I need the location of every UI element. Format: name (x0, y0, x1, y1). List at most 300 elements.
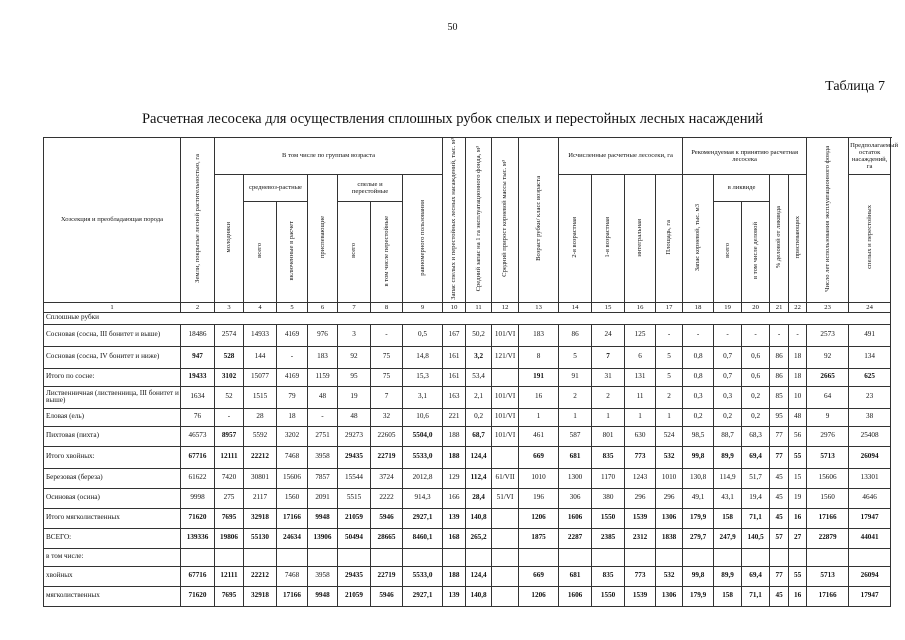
table-cell: 2927,1 (403, 508, 443, 528)
table-cell: 1206 (519, 508, 559, 528)
header-middle-all: всего (244, 201, 277, 302)
table-cell (742, 548, 770, 566)
table-cell: 167 (443, 324, 466, 346)
table-cell: 0,6 (742, 368, 770, 386)
table-cell: 49,1 (683, 488, 714, 508)
table-cell: 28 (244, 408, 277, 426)
header-avg-growth: Средний прирост корневой массы тыс. м³ (492, 138, 519, 303)
table-cell: 38 (849, 408, 891, 426)
table-cell: 16 (789, 586, 807, 606)
table-cell: 23 (849, 386, 891, 408)
table-cell: 183 (519, 324, 559, 346)
table-cell: 45 (770, 508, 789, 528)
table-cell: 61622 (181, 468, 215, 488)
table-cell (308, 548, 338, 566)
table-cell (770, 548, 789, 566)
table-row (44, 446, 891, 468)
table-row (44, 346, 891, 368)
table-cell: 5 (656, 346, 683, 368)
table-cell: 67716 (181, 446, 215, 468)
table-cell: 5515 (338, 488, 371, 508)
table-cell: 9 (807, 408, 849, 426)
table-cell: 914,3 (403, 488, 443, 508)
table-cell: 2976 (807, 426, 849, 446)
column-number: 24 (849, 302, 891, 312)
table-cell: 669 (519, 566, 559, 586)
table-cell: 3202 (277, 426, 308, 446)
table-cell: 1550 (592, 586, 625, 606)
table-cell: 5592 (244, 426, 277, 446)
table-cell: 835 (592, 566, 625, 586)
table-cell: 158 (714, 508, 742, 528)
table-cell: 71,1 (742, 586, 770, 606)
table-cell (338, 548, 371, 566)
table-cell: 98,5 (683, 426, 714, 446)
header-young: молодняки (215, 175, 244, 303)
table-cell: 101/VI (492, 426, 519, 446)
table-cell: 17166 (277, 586, 308, 606)
section-label: Сплошные рубки (44, 312, 891, 324)
table-cell: 51,7 (742, 468, 770, 488)
table-cell: 18486 (181, 324, 215, 346)
table-row (44, 368, 891, 386)
table-cell: 1634 (181, 386, 215, 408)
row-label: мягколиственных (44, 586, 181, 606)
table-cell: 1539 (625, 508, 656, 528)
table-cell: 8460,1 (403, 528, 443, 548)
header-stock-root: Запас корневой, тыс. м3 (683, 175, 714, 303)
table-cell: 19 (789, 488, 807, 508)
forest-cut-table (43, 137, 898, 607)
table-cell: 4169 (277, 324, 308, 346)
table-cell: 5713 (807, 566, 849, 586)
column-number: 10 (443, 302, 466, 312)
header-liquid-all: всего (714, 201, 742, 302)
table-cell: 101/VI (492, 324, 519, 346)
table-cell: 5713 (807, 446, 849, 468)
header-integral: интегральная (625, 175, 656, 303)
table-cell: 95 (770, 408, 789, 426)
table-cell: 22605 (371, 426, 403, 446)
table-cell: 279,7 (683, 528, 714, 548)
table-cell: 5 (656, 368, 683, 386)
column-number: 4 (244, 302, 277, 312)
table-cell: 64 (807, 386, 849, 408)
table-cell: 1010 (656, 468, 683, 488)
table-cell: 0,6 (742, 346, 770, 368)
table-cell: 0,8 (683, 346, 714, 368)
table-cell: 19,4 (742, 488, 770, 508)
table-cell (683, 548, 714, 566)
header-middle: средневоз-растные (244, 175, 308, 202)
table-cell: 45 (770, 586, 789, 606)
table-cell: 130,8 (683, 468, 714, 488)
table-cell: 45 (770, 488, 789, 508)
table-cell: 3958 (308, 566, 338, 586)
table-cell: 532 (656, 446, 683, 468)
table-cell: 139 (443, 586, 466, 606)
column-number: 18 (683, 302, 714, 312)
row-label: Пихтовая (пихта) (44, 426, 181, 446)
table-cell: 19433 (181, 368, 215, 386)
table-cell: 0,2 (466, 408, 492, 426)
table-cell: 2 (559, 386, 592, 408)
table-cell: 10 (789, 386, 807, 408)
table-cell: - (714, 324, 742, 346)
table-cell: 163 (443, 386, 466, 408)
table-cell: 61/VII (492, 468, 519, 488)
table-cell: 0,2 (742, 386, 770, 408)
table-label: Таблица 7 (825, 79, 885, 94)
table-cell: 1 (519, 408, 559, 426)
table-cell: 15077 (244, 368, 277, 386)
table-cell: 801 (592, 426, 625, 446)
table-cell: 2 (656, 386, 683, 408)
table-cell (215, 548, 244, 566)
table-cell: 296 (625, 488, 656, 508)
header-ripe-over: в том числе перестойные (371, 201, 403, 302)
table-cell: 3958 (308, 446, 338, 468)
table-cell: 9948 (308, 586, 338, 606)
table-cell (656, 548, 683, 566)
column-number: 3 (215, 302, 244, 312)
table-cell: 3102 (215, 368, 244, 386)
table-cell: 18 (789, 368, 807, 386)
table-cell: 26094 (849, 566, 891, 586)
row-label: Сосновая (сосна, IV бонитет и ниже) (44, 346, 181, 368)
table-cell: 89,9 (714, 566, 742, 586)
table-cell: - (656, 324, 683, 346)
header-farm: Хозсекция и преобладающая порода (44, 138, 181, 303)
table-cell: - (277, 346, 308, 368)
table-cell: 532 (656, 566, 683, 586)
table-cell: 1306 (656, 508, 683, 528)
table-cell: 31 (592, 368, 625, 386)
table-cell: 95 (338, 368, 371, 386)
table-cell: 168 (443, 528, 466, 548)
column-number: 22 (789, 302, 807, 312)
column-number: 5 (277, 302, 308, 312)
row-label: ВСЕГО: (44, 528, 181, 548)
table-cell: 79 (277, 386, 308, 408)
column-number: 12 (492, 302, 519, 312)
table-cell: 7 (592, 346, 625, 368)
column-number: 16 (625, 302, 656, 312)
table-cell: 26094 (849, 446, 891, 468)
table-cell: 71620 (181, 508, 215, 528)
header-second-age: 2-я возрастная (559, 175, 592, 303)
table-cell: 43,1 (714, 488, 742, 508)
table-cell: 55 (789, 566, 807, 586)
table-cell: 53,4 (466, 368, 492, 386)
table-cell (492, 508, 519, 528)
table-cell: 1838 (656, 528, 683, 548)
table-cell: 1300 (559, 468, 592, 488)
table-cell: 86 (770, 346, 789, 368)
table-cell: 22212 (244, 446, 277, 468)
table-cell: 681 (559, 566, 592, 586)
table-cell: 15606 (807, 468, 849, 488)
table-cell: 19 (338, 386, 371, 408)
table-cell: 75 (371, 346, 403, 368)
table-cell: 11 (625, 386, 656, 408)
table-cell: 161 (443, 368, 466, 386)
table-cell: 2751 (308, 426, 338, 446)
column-number: 6 (308, 302, 338, 312)
table-cell: 188 (443, 446, 466, 468)
column-number: 17 (656, 302, 683, 312)
table-cell: 68,7 (466, 426, 492, 446)
table-row (44, 386, 891, 408)
table-cell: 7468 (277, 446, 308, 468)
table-cell: 630 (625, 426, 656, 446)
table-cell: 48 (789, 408, 807, 426)
column-number: 9 (403, 302, 443, 312)
table-cell: 188 (443, 426, 466, 446)
table-cell: - (789, 324, 807, 346)
header-middle-incl: включенные в расчет (277, 201, 308, 302)
table-row (44, 566, 891, 586)
table-cell: 669 (519, 446, 559, 468)
table-cell: 15606 (277, 468, 308, 488)
table-cell: 124,4 (466, 446, 492, 468)
table-cell: 4646 (849, 488, 891, 508)
table-cell: 140,8 (466, 508, 492, 528)
table-row (44, 468, 891, 488)
table-cell: 2665 (807, 368, 849, 386)
table-cell: 0,7 (714, 346, 742, 368)
table-cell (371, 548, 403, 566)
table-cell: 196 (519, 488, 559, 508)
column-number: 8 (371, 302, 403, 312)
table-cell: 51/VI (492, 488, 519, 508)
table-cell: 2,1 (466, 386, 492, 408)
table-cell: - (770, 324, 789, 346)
table-cell: 1 (592, 408, 625, 426)
table-cell: 129 (443, 468, 466, 488)
table-cell: 17166 (277, 508, 308, 528)
table-cell: 524 (656, 426, 683, 446)
table-cell: 9948 (308, 508, 338, 528)
table-cell: 1606 (559, 586, 592, 606)
table-cell (492, 446, 519, 468)
table-cell: 124,4 (466, 566, 492, 586)
row-label: Лиственничная (лиственница, III бонитет и выше) (44, 386, 181, 408)
table-cell: - (215, 408, 244, 426)
table-cell: 121/VI (492, 346, 519, 368)
header-liquid: в ликвиде (714, 175, 770, 202)
table-cell: 3724 (371, 468, 403, 488)
table-cell: 0,7 (714, 368, 742, 386)
table-cell: 69,4 (742, 566, 770, 586)
header-ripe-all: всего (338, 201, 371, 302)
table-cell: 1159 (308, 368, 338, 386)
table-cell: 1010 (519, 468, 559, 488)
table-row (44, 508, 891, 528)
table-cell: 183 (308, 346, 338, 368)
table-cell: 1539 (625, 586, 656, 606)
table-cell: 77 (770, 426, 789, 446)
table-body (44, 312, 891, 606)
header-first-age: 1-я возрастная (592, 175, 625, 303)
table-cell: 14933 (244, 324, 277, 346)
table-cell: 1550 (592, 508, 625, 528)
column-number: 21 (770, 302, 789, 312)
table-cell: 8 (519, 346, 559, 368)
column-number: 11 (466, 302, 492, 312)
row-label: Итого хвойных: (44, 446, 181, 468)
table-cell: 27 (789, 528, 807, 548)
table-cell: 1606 (559, 508, 592, 528)
table-row (44, 408, 891, 426)
row-label: Березовая (береза) (44, 468, 181, 488)
table-cell: 461 (519, 426, 559, 446)
table-cell (849, 548, 891, 566)
table-cell: 1206 (519, 586, 559, 606)
table-cell: 55130 (244, 528, 277, 548)
table-cell: 71,1 (742, 508, 770, 528)
table-cell: 5946 (371, 508, 403, 528)
row-label: в том числе: (44, 548, 181, 566)
table-cell: 2117 (244, 488, 277, 508)
table-cell: 491 (849, 324, 891, 346)
table-cell: 161 (443, 346, 466, 368)
table-cell: 1306 (656, 586, 683, 606)
table-cell: 85 (770, 386, 789, 408)
table-cell (492, 566, 519, 586)
table-cell: 1560 (277, 488, 308, 508)
table-cell: 221 (443, 408, 466, 426)
table-cell (403, 548, 443, 566)
table-cell: 2 (592, 386, 625, 408)
header-uniform: равномерного пользования (403, 175, 443, 303)
table-cell: 28665 (371, 528, 403, 548)
column-number: 7 (338, 302, 371, 312)
row-label: Осиновая (осина) (44, 488, 181, 508)
table-cell: 30801 (244, 468, 277, 488)
table-cell: 21059 (338, 508, 371, 528)
table-cell: 5533,0 (403, 566, 443, 586)
table-cell: - (742, 324, 770, 346)
table-cell (492, 548, 519, 566)
column-number: 19 (714, 302, 742, 312)
table-cell: 947 (181, 346, 215, 368)
table-cell: 22212 (244, 566, 277, 586)
table-cell: 0,2 (714, 408, 742, 426)
table-cell (443, 548, 466, 566)
table-cell: 275 (215, 488, 244, 508)
table-cell: - (683, 324, 714, 346)
table-cell: 29435 (338, 446, 371, 468)
table-cell: 3,1 (403, 386, 443, 408)
table-cell: 1170 (592, 468, 625, 488)
row-label: Еловая (ель) (44, 408, 181, 426)
table-cell: 99,8 (683, 446, 714, 468)
row-label: Сосновая (сосна, III бонитет и выше) (44, 324, 181, 346)
table-cell: 6 (625, 346, 656, 368)
table-cell: 12111 (215, 566, 244, 586)
table-cell: 24 (592, 324, 625, 346)
table-cell: 191 (519, 368, 559, 386)
table-cell: 67716 (181, 566, 215, 586)
row-label: Итого по сосне: (44, 368, 181, 386)
table-cell: 139336 (181, 528, 215, 548)
table-cell: 29273 (338, 426, 371, 446)
table-cell: 56 (789, 426, 807, 446)
column-number: 1 (44, 302, 181, 312)
header-rem-ripening: приспевающих (789, 175, 807, 303)
table-cell: 24634 (277, 528, 308, 548)
table-cell: 57 (770, 528, 789, 548)
table-cell: 2312 (625, 528, 656, 548)
row-label: хвойных (44, 566, 181, 586)
table-row (44, 548, 891, 566)
header-rem-ripe: спелых и перестойных (849, 175, 891, 303)
table-cell (244, 548, 277, 566)
table-cell: 50,2 (466, 324, 492, 346)
table-cell: 587 (559, 426, 592, 446)
column-number: 20 (742, 302, 770, 312)
table-cell (789, 548, 807, 566)
table-cell: 0,2 (742, 408, 770, 426)
table-cell: 86 (770, 368, 789, 386)
table-cell: 7857 (308, 468, 338, 488)
table-cell: 21059 (338, 586, 371, 606)
table-cell: 179,9 (683, 508, 714, 528)
header-area-ha: Площадь, га (656, 175, 683, 303)
table-cell (559, 548, 592, 566)
table-cell: 32 (371, 408, 403, 426)
table-cell: 131 (625, 368, 656, 386)
table-cell: 76 (181, 408, 215, 426)
table-cell: 2385 (592, 528, 625, 548)
table-cell: 28,4 (466, 488, 492, 508)
header-age-cut: Возраст рубки/ класс возраста (519, 138, 559, 303)
table-cell: 7468 (277, 566, 308, 586)
table-cell: 17947 (849, 586, 891, 606)
table-cell: 0,5 (403, 324, 443, 346)
table-cell: 125 (625, 324, 656, 346)
table-row (44, 488, 891, 508)
table-title: Расчетная лесосека для осуществления сплошных рубок спелых и перестойных лесных насаждений (141, 111, 764, 127)
table-cell: 188 (443, 566, 466, 586)
table-cell: 88,7 (714, 426, 742, 446)
table-cell: 3,2 (466, 346, 492, 368)
table-cell: 32918 (244, 508, 277, 528)
table-cell: 0,3 (714, 386, 742, 408)
table-cell: 13301 (849, 468, 891, 488)
row-label: Итого мягколиственных (44, 508, 181, 528)
header-pct-business: % деловой от ликвида (770, 175, 789, 303)
table-cell: 7695 (215, 508, 244, 528)
table-cell: 71620 (181, 586, 215, 606)
table-cell: 77 (770, 566, 789, 586)
header-years-use: Число лет использования эксплуатационного фонда (807, 138, 849, 303)
table-cell (492, 368, 519, 386)
table-cell: 139 (443, 508, 466, 528)
table-cell: 296 (656, 488, 683, 508)
table-cell: 18 (277, 408, 308, 426)
table-cell: 1 (625, 408, 656, 426)
table-cell: 15,3 (403, 368, 443, 386)
column-number: 14 (559, 302, 592, 312)
table-cell: 114,9 (714, 468, 742, 488)
table-cell: 9998 (181, 488, 215, 508)
table-cell (714, 548, 742, 566)
table-cell (181, 548, 215, 566)
table-cell: 101/VI (492, 408, 519, 426)
table-cell: 1515 (244, 386, 277, 408)
